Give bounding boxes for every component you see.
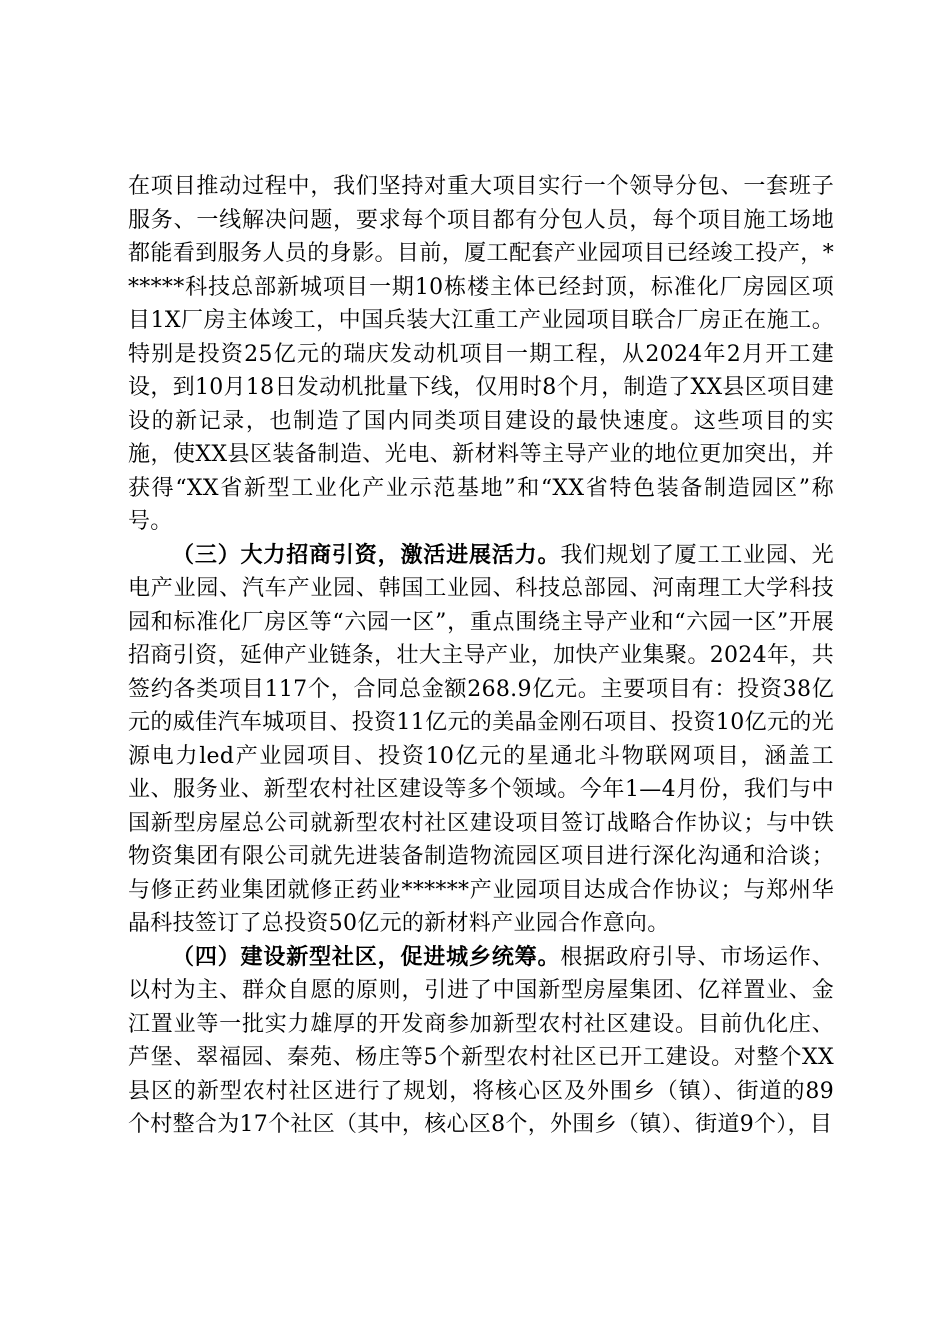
paragraph-investment xyxy=(128,539,834,941)
section-heading-community: （四）建设新型社区，促进城乡统筹。 xyxy=(172,944,561,970)
paragraph-community xyxy=(128,941,834,1142)
paragraph-project-progress xyxy=(128,170,834,539)
section-body-investment: 我们规划了厦工工业园、光电产业园、汽车产业园、韩国工业园、科技总部园、河南理工大学科技园和标准化厂房区等“六园一区”，重点围绕主导产业和“六园一区”开展招商引资，延伸产业链条，壮大主导产业，加快产业集聚。2024年，共签约各类项目117个，合同总金额268.9亿元。主要项目有：投资38亿元的威佳汽车城项目、投资11亿元的美晶金刚石项目、投资10亿元的光源电力led产业园项目、投资10亿元的星通北斗物联网项目，涵盖工业、服务业、新型农村社区建设等多个领域。今年1—4月份，我们与中国新型房屋总公司就新型农村社区建设项目签订战略合作协议；与中铁物资集团有限公司就先进装备制造物流园区项目进行深化沟通和洽谈；与修正药业集团就修正药业******产业园项目达成合作协议；与郑州华晶科技签订了总投资50亿元的新材料产业园合作意向。 xyxy=(128,542,834,936)
section-heading-investment: （三）大力招商引资，激活进展活力。 xyxy=(172,542,561,568)
section-body-community: 根据政府引导、市场运作、以村为主、群众自愿的原则，引进了中国新型房屋集团、亿祥置业、金江置业等一批实力雄厚的开发商参加新型农村社区建设。目前仇化庄、芦堡、翠福园、秦苑、杨庄等5个新型农村社区已开工建设。对整个XX县区的新型农村社区进行了规划，将核心区及外围乡（镇）、街道的89个村整合为17个社区（其中，核心区8个，外围乡（镇）、街道9个），目 xyxy=(128,944,834,1137)
document-body xyxy=(128,170,834,1142)
paragraph-text: 在项目推动过程中，我们坚持对重大项目实行一个领导分包、一套班子服务、一线解决问题，要求每个项目都有分包人员，每个项目施工场地都能看到服务人员的身影。目前，厦工配套产业园项目已经竣工投产，******科技总部新城项目一期10栋楼主体已经封顶，标准化厂房园区项目1X厂房主体竣工，中国兵装大江重工产业园项目联合厂房正在施工。特别是投资25亿元的瑞庆发动机项目一期工程，从2024年2月开工建设，到10月18日发动机批量下线，仅用时8个月，制造了XX县区项目建设的新记录，也制造了国内同类项目建设的最快速度。这些项目的实施，使XX县区装备制造、光电、新材料等主导产业的地位更加突出，并获得“XX省新型工业化产业示范基地”和“XX省特色装备制造园区”称号。 xyxy=(128,174,834,534)
